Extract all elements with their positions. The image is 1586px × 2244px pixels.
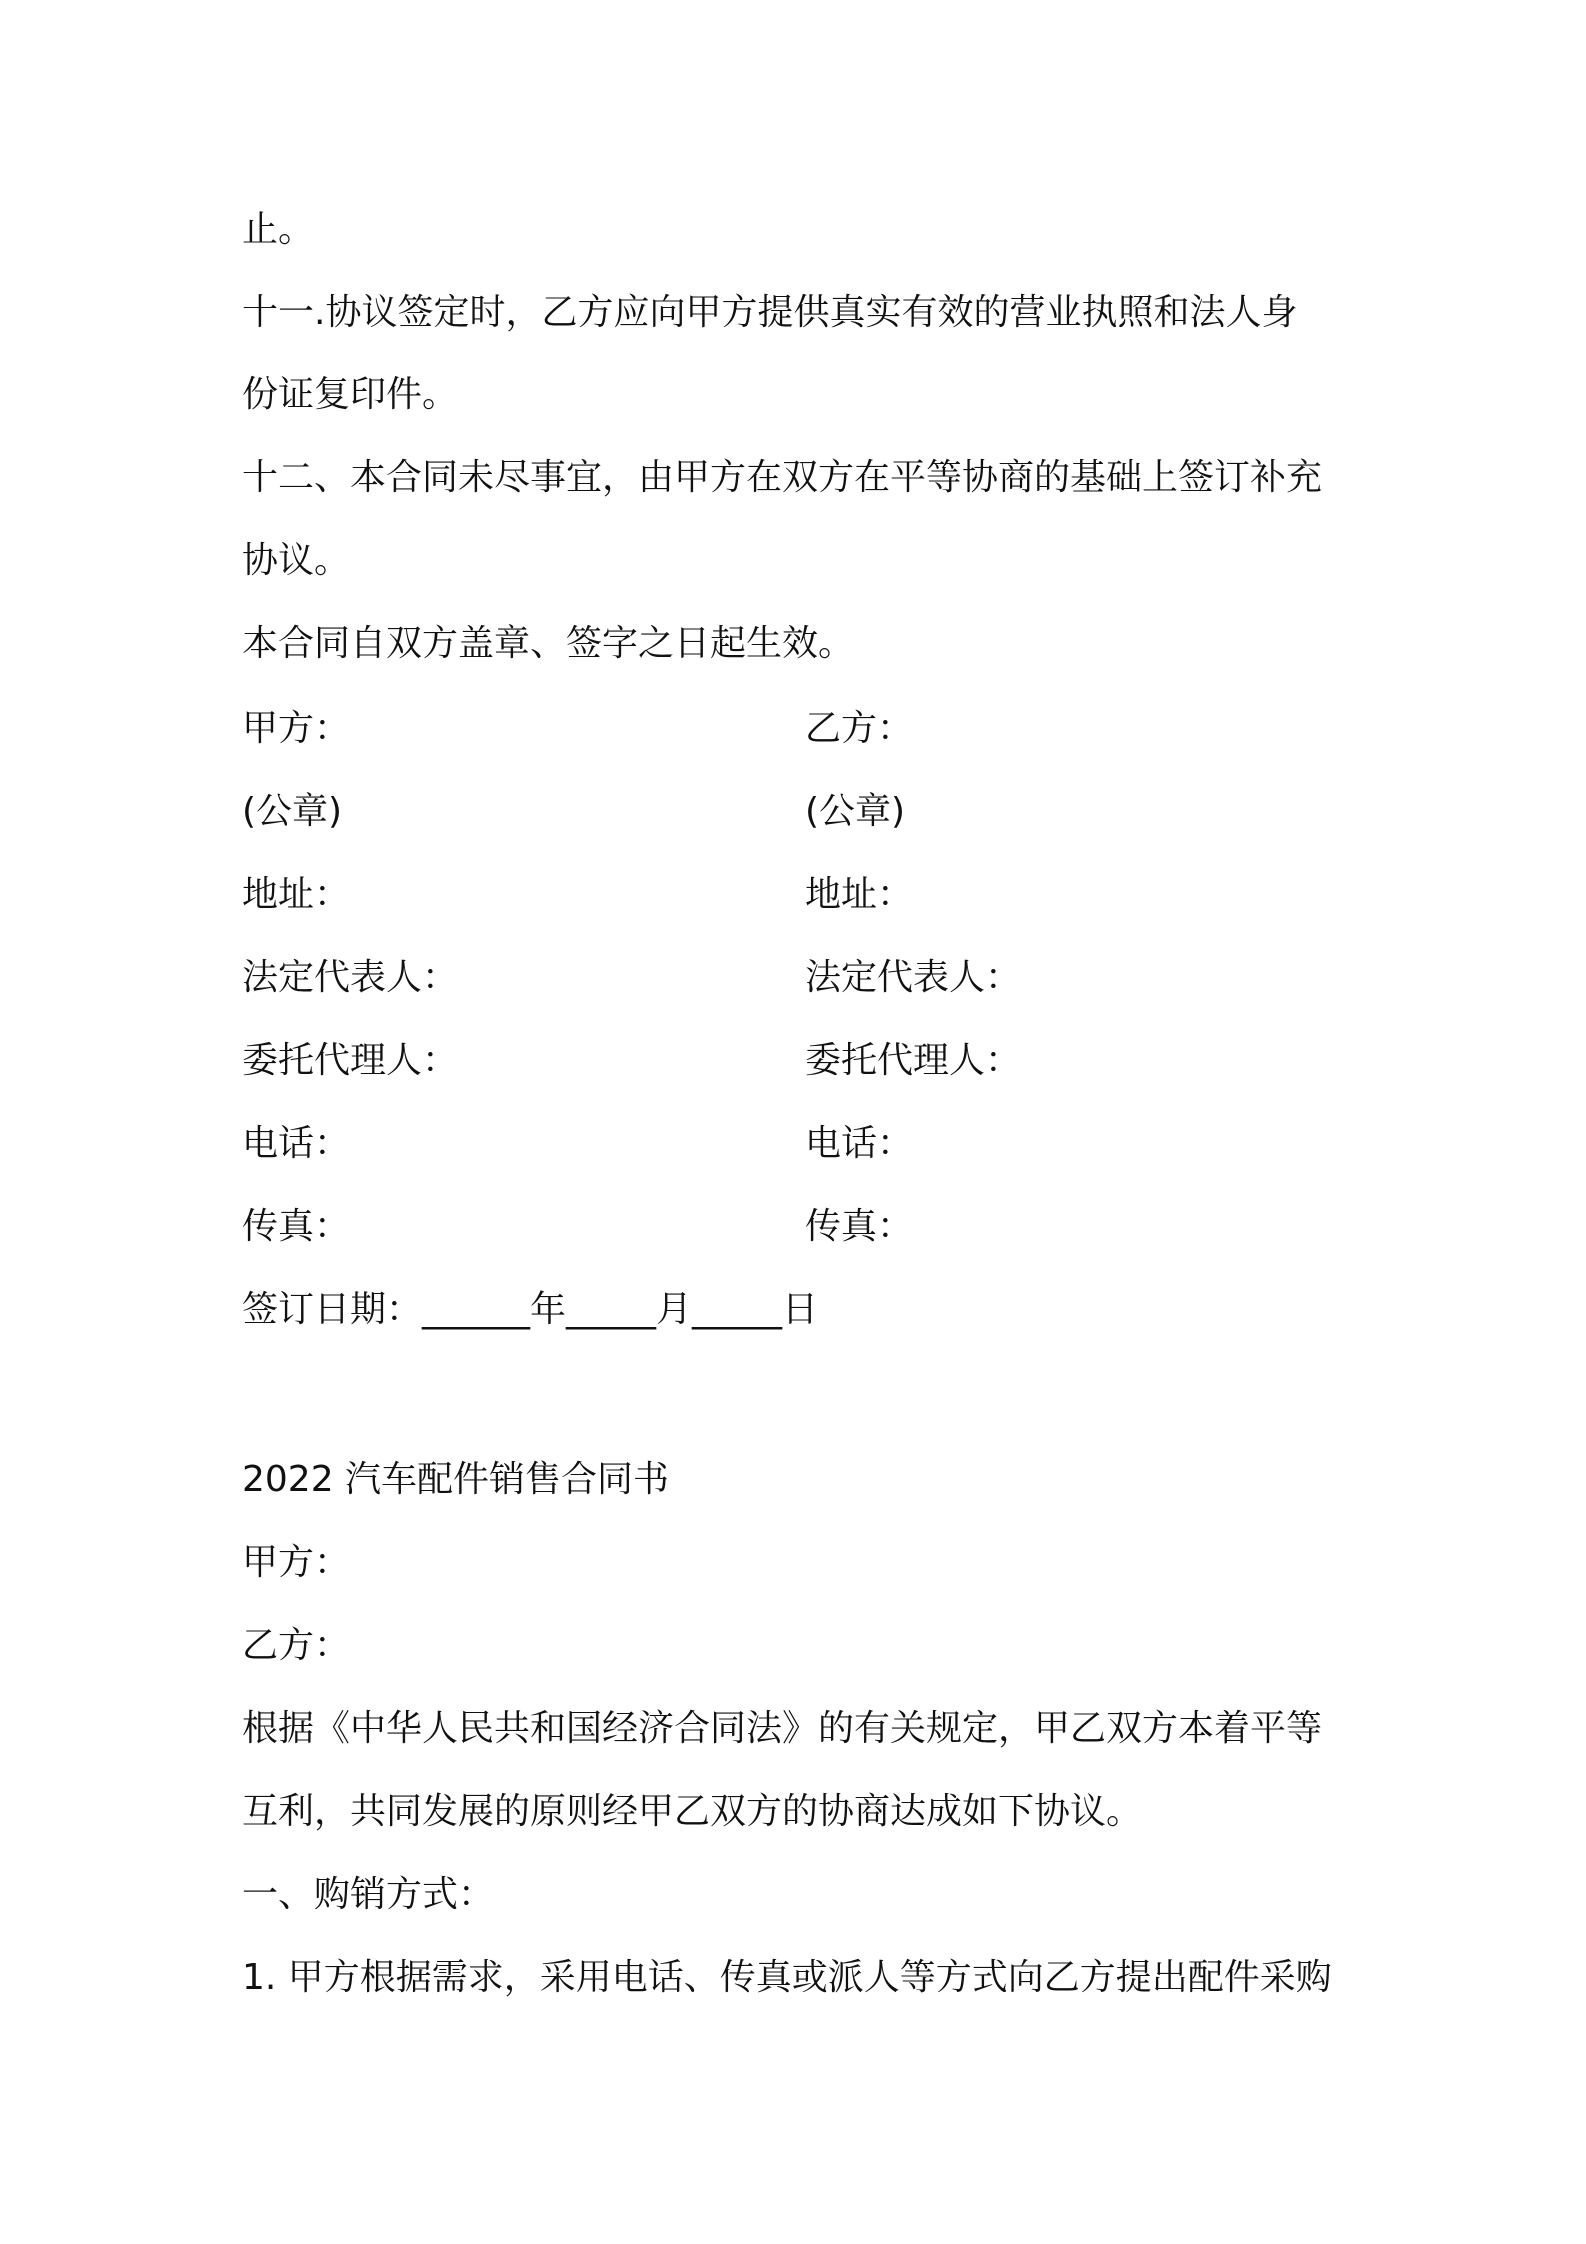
party-a-address: 地址： (242, 874, 351, 915)
preamble-line-1: 根据《中华人民共和国经济合同法》的有关规定，甲乙双方本着平等 (242, 1708, 1323, 1749)
clause-11-line-1: 十一.协议签定时，乙方应向甲方提供真实有效的营业执照和法人身 (242, 292, 1298, 333)
party-b-line: 乙方： (242, 1625, 351, 1666)
party-a-phone: 电话： (242, 1123, 351, 1164)
party-b-legal-rep: 法定代表人： (805, 957, 1022, 998)
section-1-heading: 一、购销方式： (242, 1874, 495, 1915)
sign-date: 签订日期：______年_____月_____日 (242, 1289, 819, 1330)
clause-11-line-2: 份证复印件。 (242, 374, 459, 415)
party-a-legal-rep: 法定代表人： (242, 957, 459, 998)
party-a-agent: 委托代理人： (242, 1040, 459, 1081)
party-a-seal: (公章) (242, 791, 343, 832)
party-b-label: 乙方： (805, 708, 914, 749)
party-a-line: 甲方： (242, 1542, 351, 1583)
clause-12-line-1: 十二、本合同未尽事宜，由甲方在双方在平等协商的基础上签订补充 (242, 457, 1323, 498)
party-b-fax: 传真： (805, 1206, 914, 1247)
party-b-seal: (公章) (805, 791, 906, 832)
item-1-line: 1. 甲方根据需求，采用电话、传真或派人等方式向乙方提出配件采购 (242, 1957, 1332, 1998)
preamble-line-2: 互利，共同发展的原则经甲乙双方的协商达成如下协议。 (242, 1791, 1143, 1832)
party-a-label: 甲方： (242, 708, 351, 749)
clause-12-line-2: 协议。 (242, 540, 351, 581)
effective-clause: 本合同自双方盖章、签字之日起生效。 (242, 623, 855, 664)
paragraph-line: 止。 (242, 209, 315, 250)
party-a-fax: 传真： (242, 1206, 351, 1247)
party-b-address: 地址： (805, 874, 914, 915)
party-b-agent: 委托代理人： (805, 1040, 1022, 1081)
party-b-phone: 电话： (805, 1123, 914, 1164)
contract-title: 2022 汽车配件销售合同书 (242, 1459, 670, 1500)
